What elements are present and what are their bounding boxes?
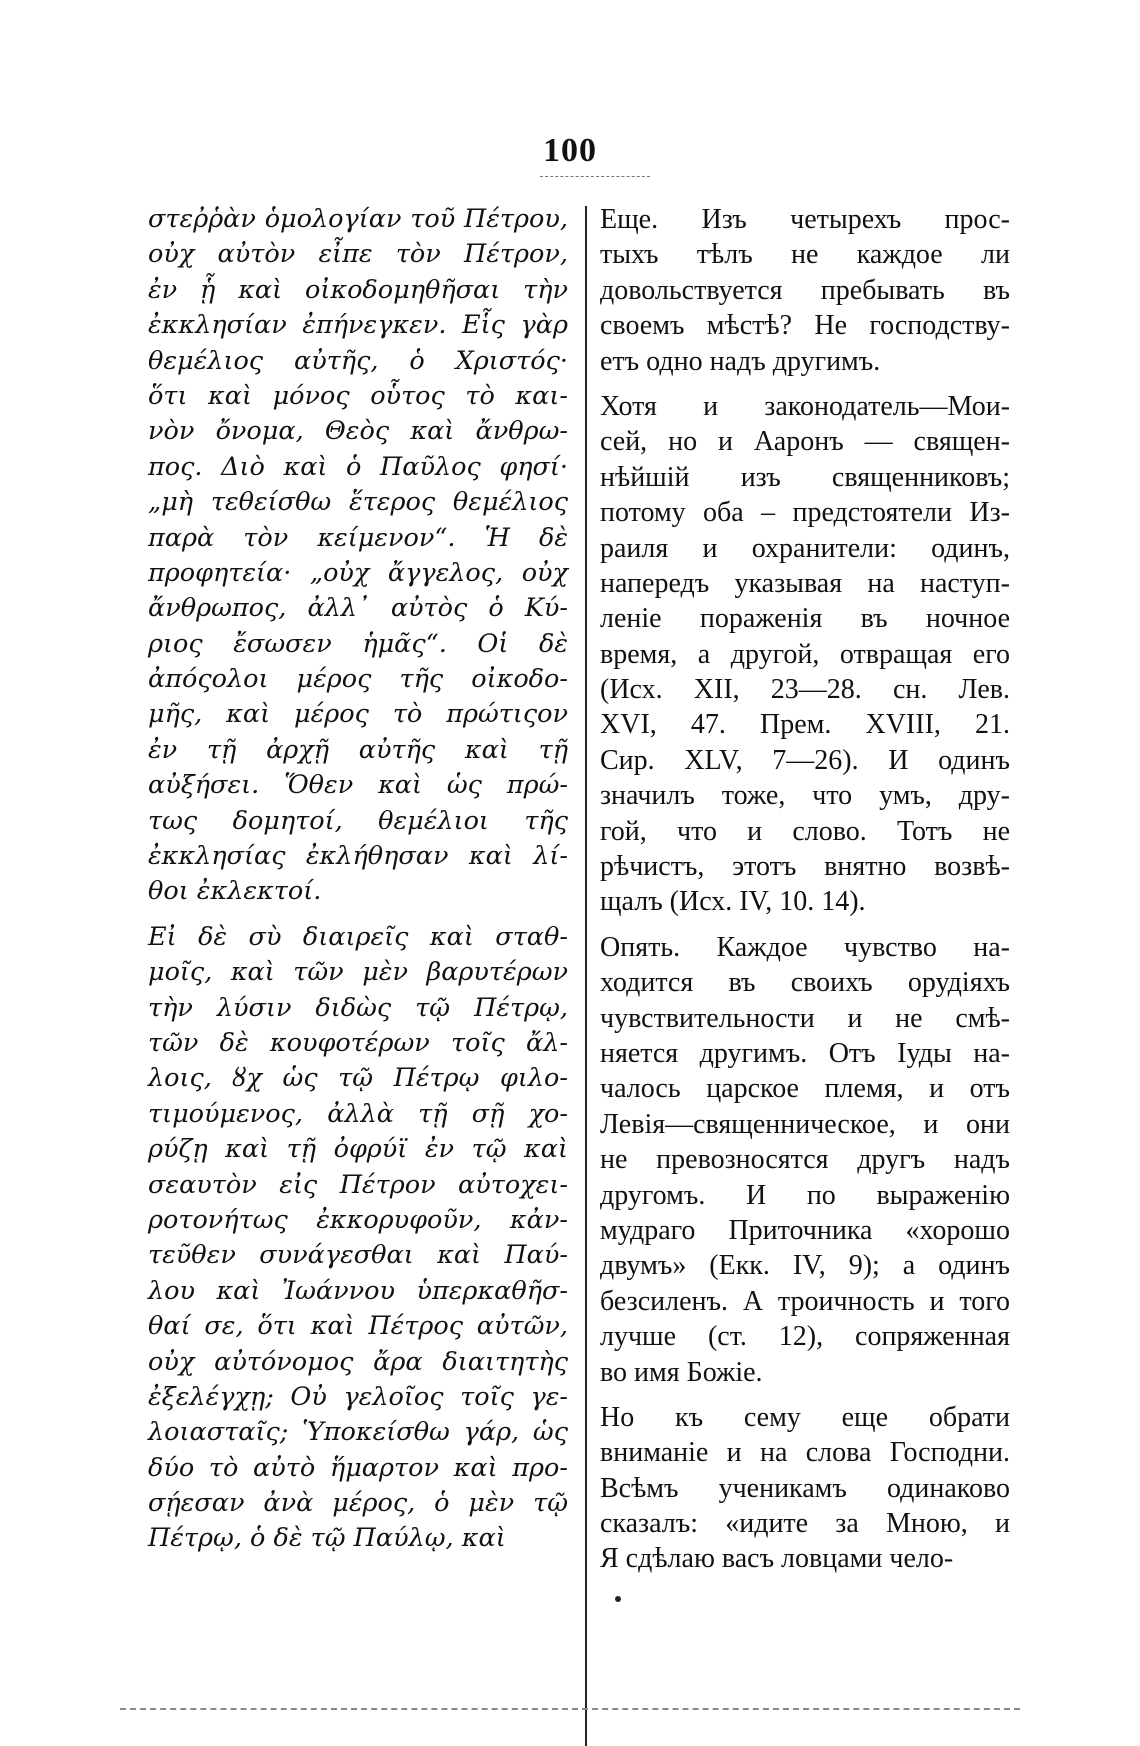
greek-text-line: Εἰ δὲ σὺ διαιρεῖς καὶ σταθ- <box>148 921 568 952</box>
russian-text-line: раиля и охранители: одинъ, <box>600 532 1010 564</box>
russian-text-line: чалось царское племя, и отъ <box>600 1073 1010 1105</box>
greek-text-line: μοῖς, καὶ τῶν μὲν βαρυτέρων <box>148 957 568 988</box>
greek-text-line: ριος ἔσωσεν ἡμᾶς“. Οἱ δὲ <box>148 628 568 659</box>
greek-text-line: αὐξήσει. Ὅθεν καὶ ὡς πρώ- <box>148 770 568 801</box>
russian-text-line: нѣйшій изъ священниковъ; <box>600 461 1010 493</box>
russian-text-line: щалъ (Исх. IV, 10. 14). <box>600 886 866 918</box>
greek-text-line: λοις, ȣχ ὡς τῷ Πέτρῳ φιλο- <box>148 1063 568 1094</box>
russian-paragraph <box>600 930 1010 1390</box>
russian-text-line: етъ одно надъ другимъ. <box>600 345 881 377</box>
top-rule <box>540 176 650 177</box>
russian-text-line: Еще. Изъ четырехъ прос- <box>600 204 1010 235</box>
greek-text-line: ἀπόςολοι μέρος τῆς οἰκοδο- <box>148 664 568 695</box>
greek-text-line: τὴν λύσιν διδὼς τῷ Πέτρῳ, <box>148 992 568 1023</box>
greek-text-line: στεῤῥὰν ὁμολογίαν τοῦ Πέτρου, <box>148 204 568 234</box>
russian-text-line: гой, что и слово. Тотъ не <box>600 815 1010 847</box>
russian-text-line: сказалъ: «идите за Мною, и <box>600 1508 1010 1540</box>
russian-text-line: во имя Божіе. <box>600 1356 763 1388</box>
russian-text-line: Я сдѣлаю васъ ловцами чело- <box>600 1543 954 1575</box>
greek-text-line: ἐκκλησίας ἐκλήθησαν καὶ λί- <box>148 841 568 872</box>
bottom-rule <box>120 1708 1020 1710</box>
russian-text-line: тыхъ тѣлъ не каждое ли <box>600 239 1010 271</box>
greek-text-line: τεῦθεν συνάγεσθαι καὶ Παύ- <box>148 1240 568 1271</box>
greek-text-line: νὸν ὄνομα, Θεὸς καὶ ἄνθρω- <box>148 416 568 447</box>
greek-text-line: πος. Διὸ καὶ ὁ Παῦλος φησί· <box>148 451 568 482</box>
russian-text-line: значилъ тоже, что умъ, дру- <box>600 780 1010 812</box>
russian-text-line: не превозносятся другъ надъ <box>600 1144 1010 1176</box>
russian-text-line: довольствуется пребывать въ <box>600 274 1010 306</box>
greek-paragraph <box>148 202 568 910</box>
greek-text-line: προφητεία· „οὐχ ἄγγελος, οὐχ <box>148 557 568 588</box>
greek-text-line: ἄνθρωπος, ἀλλ᾽ αὐτὸς ὁ Κύ- <box>148 593 568 624</box>
greek-text-line: Πέτρῳ, ὁ δὲ τῷ Παύλῳ, καὶ <box>148 1523 506 1554</box>
greek-text-line: λου καὶ Ἰωάννου ὑπερκαθῆσ- <box>148 1275 568 1306</box>
russian-text-line: мудраго Приточника «хорошо <box>600 1214 1010 1246</box>
greek-text-line: θοι ἐκλεκτοί. <box>148 876 322 907</box>
page-number: 100 <box>543 132 597 169</box>
russian-text-line: другомъ. И по выраженію <box>600 1179 1010 1211</box>
greek-text-line: τιμούμενος, ἀλλὰ τῇ σῇ χο- <box>148 1098 568 1129</box>
greek-text-line: ροτονήτως ἐκκορυφοῦν, κἀν- <box>148 1204 568 1235</box>
greek-text-line: ἐξελέγχῃ; Οὐ γελοῖος τοῖς γε- <box>148 1381 568 1412</box>
russian-text-line: безсиленъ. А троичность и того <box>600 1285 1010 1317</box>
russian-text-line: сей, но и Ааронъ — священ- <box>600 426 1010 458</box>
russian-text-line: своемъ мѣстѣ? Не господству- <box>600 310 1010 342</box>
greek-text-line: ὅτι καὶ μόνος οὗτος τὸ και- <box>148 380 568 411</box>
russian-text-line: напередъ указывая на наступ- <box>600 567 1010 599</box>
greek-text-line: δύο τὸ αὐτὸ ἥμαρτον καὶ προ- <box>148 1452 568 1483</box>
greek-text-line: ρύζῃ καὶ τῇ ὀφρύϊ ἐν τῷ καὶ <box>148 1134 568 1165</box>
russian-text-line: леніе пораженія въ ночное <box>600 603 1010 635</box>
greek-paragraph <box>148 920 568 1557</box>
russian-text-line: потому оба – предстоятели Из- <box>600 497 1010 529</box>
greek-text-line: ἐν ᾗ καὶ οἰκοδομηθῆσαι τὴν <box>148 274 568 305</box>
greek-text-line: ἐν τῇ ἀρχῇ αὐτῆς καὶ τῇ <box>148 734 568 765</box>
greek-text-line: σῄεσαν ἀνὰ μέρος, ὁ μὲν τῷ <box>148 1488 568 1519</box>
greek-text-line: ἐκκλησίαν ἐπήνεγκεν. Εἷς γὰρ <box>148 310 568 341</box>
greek-text-line: παρὰ τὸν κείμενον“. Ἡ δὲ <box>148 522 568 553</box>
right-column <box>600 202 1010 1587</box>
greek-text-line: θεμέλιος αὐτῆς, ὁ Χριστός· <box>148 345 568 376</box>
russian-text-line: няется другимъ. Отъ Іуды на- <box>600 1037 1010 1069</box>
russian-paragraph <box>600 1400 1010 1577</box>
russian-text-line: Хотя и законодатель—Мои- <box>600 390 1010 422</box>
russian-paragraph <box>600 389 1010 920</box>
greek-text-line: θαί σε, ὅτι καὶ Πέτρος αὐτῶν, <box>148 1311 568 1342</box>
greek-text-line: μῆς, καὶ μέρος τὸ πρώτιςον <box>148 699 568 730</box>
russian-text-line: Опять. Каждое чувство на- <box>600 931 1010 963</box>
russian-text-line: (Исх. XII, 23—28. сн. Лев. <box>600 674 1010 706</box>
russian-text-line: чувствительности и не смѣ- <box>600 1002 1010 1034</box>
greek-text-line: οὐχ αὐτὸν εἶπε τὸν Πέτρον, <box>148 239 568 270</box>
russian-text-line: время, а другой, отвращая его <box>600 638 1010 670</box>
greek-text-line: τως δομητοί, θεμέλιοι τῆς <box>148 805 568 836</box>
russian-text-line: рѣчистъ, этотъ внятно возвѣ- <box>600 851 1010 883</box>
greek-text-line: „μὴ τεθείσθω ἕτερος θεμέλιος <box>148 487 568 518</box>
greek-text-line: λοιασταῖς; Ὑποκείσθω γάρ, ὡς <box>148 1417 568 1448</box>
greek-text-line: σεαυτὸν εἰς Πέτρον αὐτοχει- <box>148 1169 568 1200</box>
russian-paragraph <box>600 202 1010 379</box>
greek-text-line: οὐχ αὐτόνομος ἄρα διαιτητὴς <box>148 1346 568 1377</box>
russian-text-line: лучше (ст. 12), сопряженная <box>600 1321 1010 1353</box>
russian-text-line: ходится въ своихъ орудіяхъ <box>600 967 1010 999</box>
ink-dot <box>615 1596 621 1602</box>
russian-text-line: Сир. XLV, 7—26). И одинъ <box>600 744 1010 776</box>
left-column <box>148 202 568 1567</box>
russian-text-line: вниманіе и на слова Господни. <box>600 1437 1010 1469</box>
greek-text-line: τῶν δὲ κουφοτέρων τοῖς ἄλ- <box>148 1027 568 1058</box>
russian-text-line: двумъ» (Екк. IV, 9); а одинъ <box>600 1250 1010 1282</box>
russian-text-line: Всѣмъ ученикамъ одинаково <box>600 1472 1010 1504</box>
russian-text-line: XVI, 47. Прем. XVIII, 21. <box>600 709 1010 741</box>
russian-text-line: Но къ сему еще обрати <box>600 1401 1010 1433</box>
russian-text-line: Левія—священническое, и они <box>600 1108 1010 1140</box>
column-divider <box>585 206 587 1746</box>
